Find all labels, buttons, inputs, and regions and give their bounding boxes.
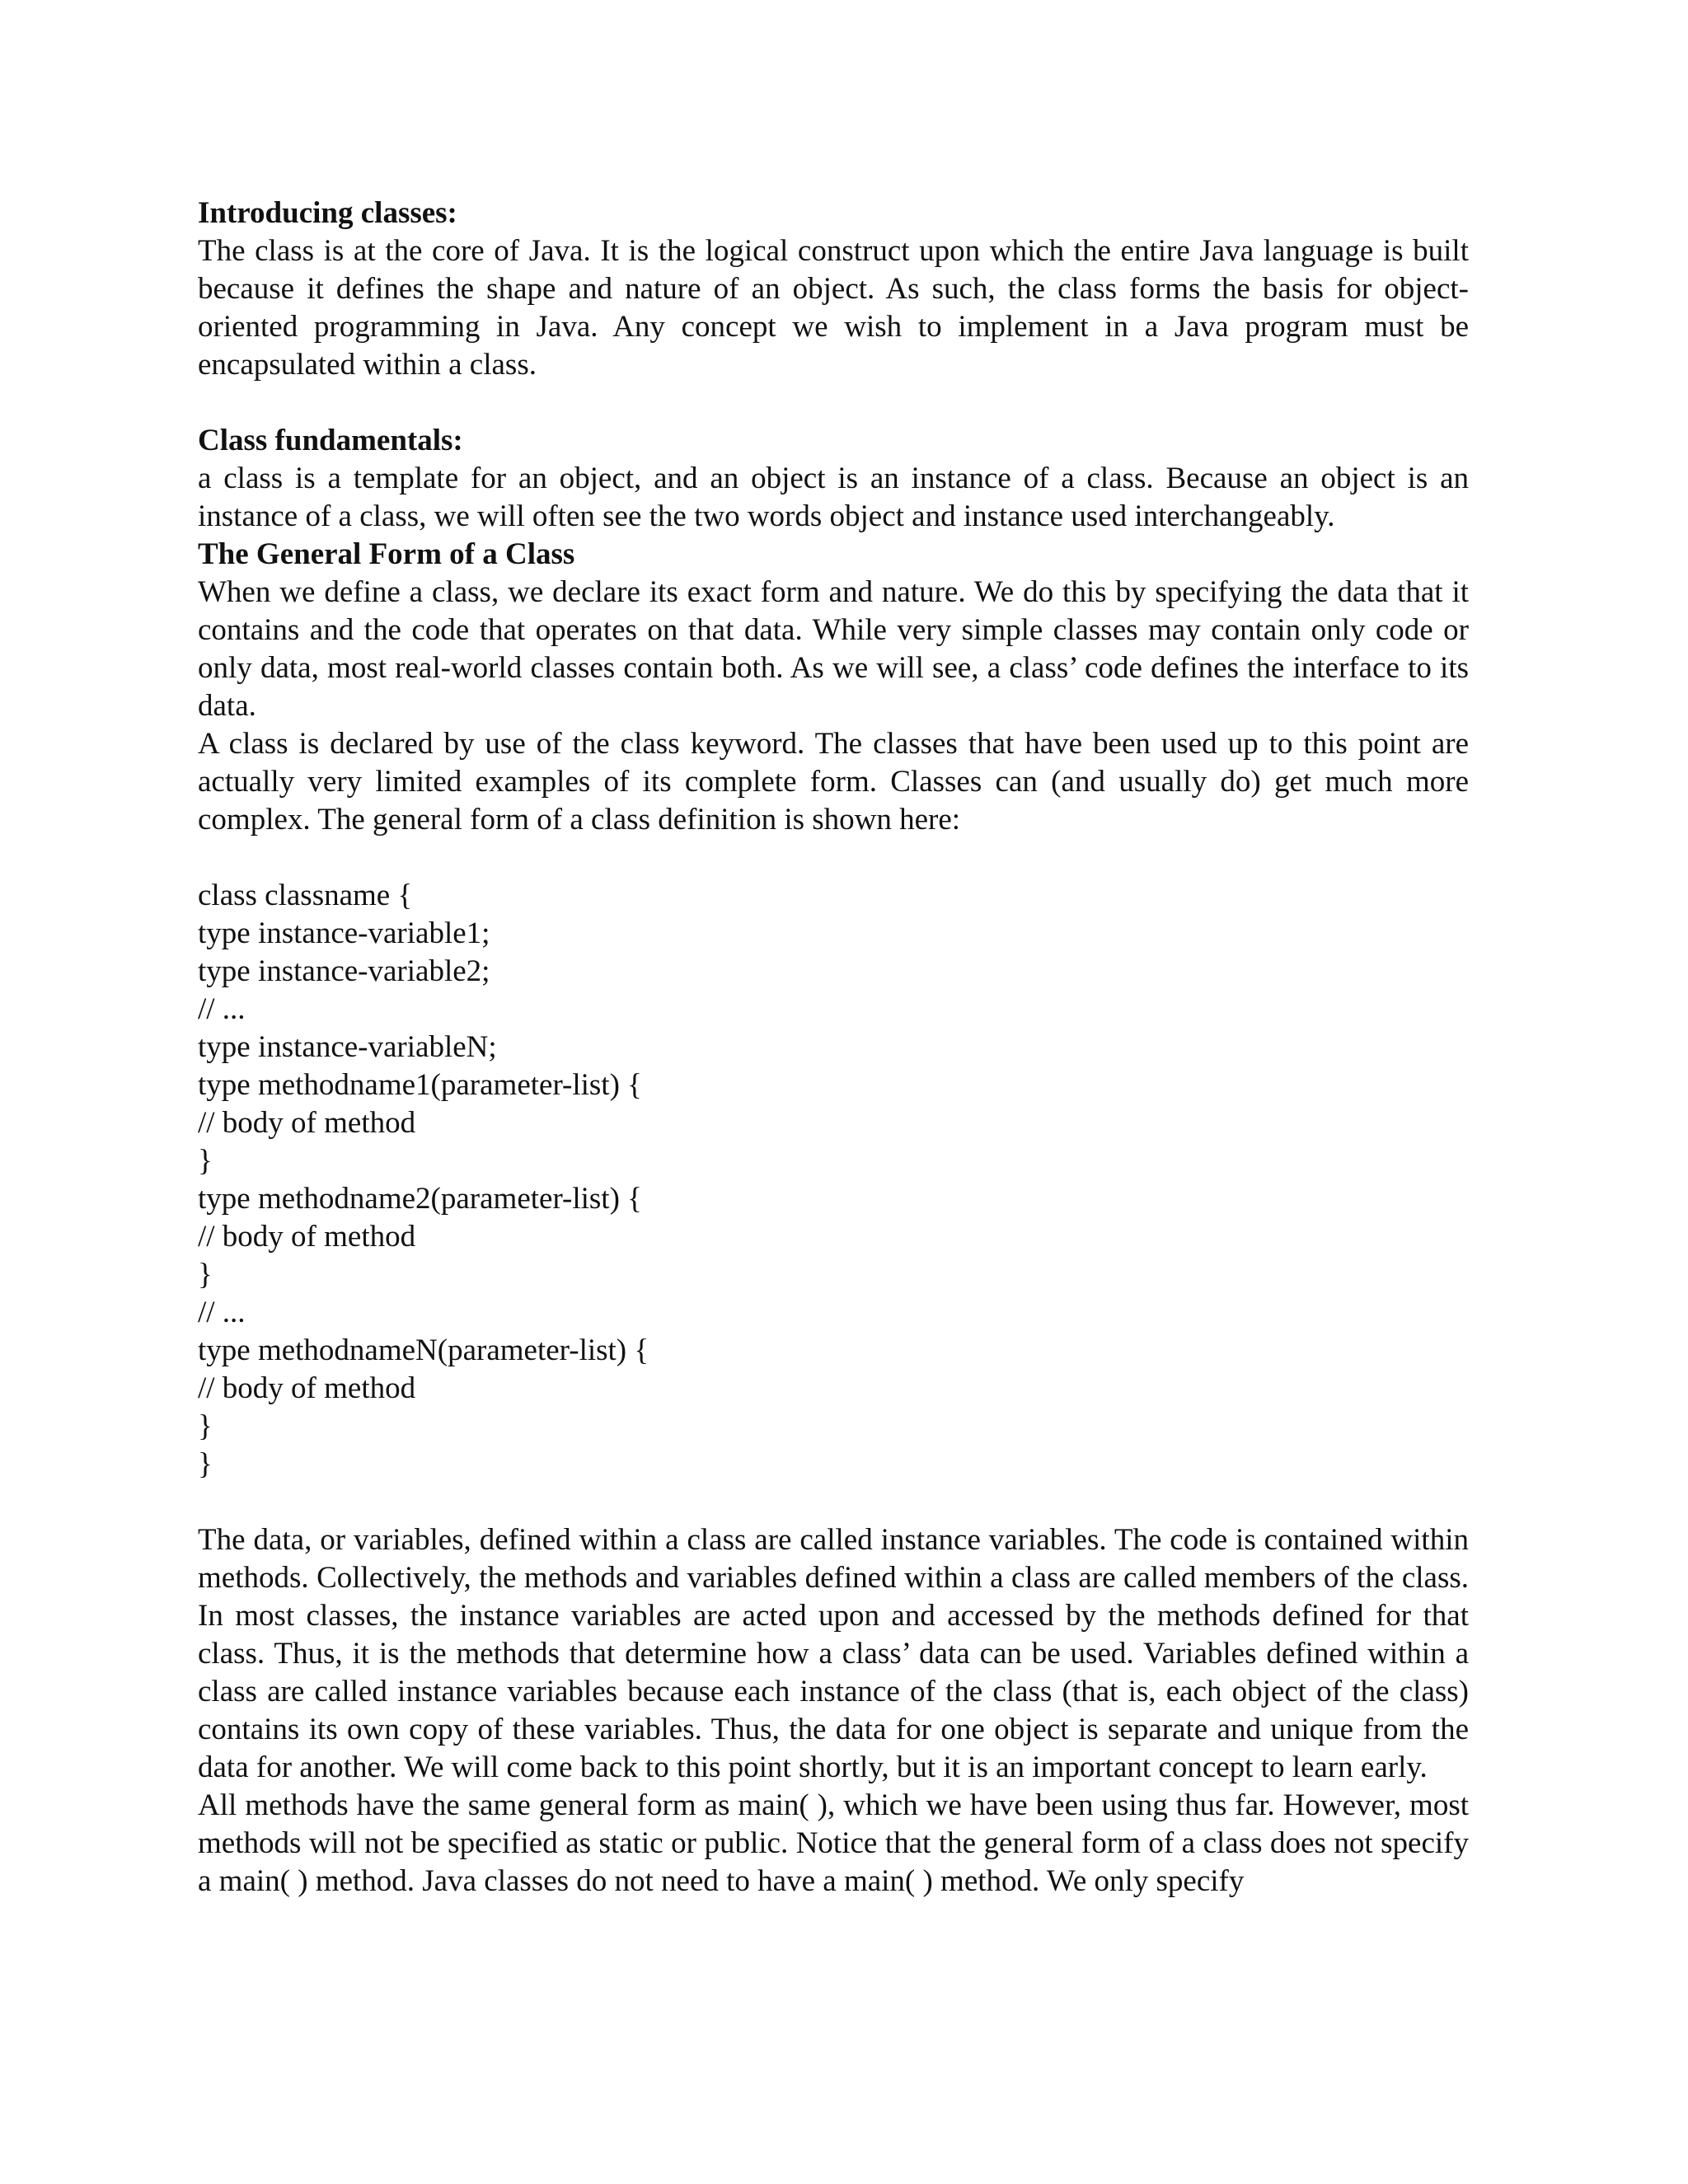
code-line: // body of method bbox=[198, 1371, 416, 1405]
spacer bbox=[198, 1483, 1469, 1521]
code-line: } bbox=[198, 1258, 213, 1291]
code-line: } bbox=[198, 1447, 213, 1481]
code-line: // ... bbox=[198, 1296, 246, 1329]
spacer bbox=[198, 839, 1469, 877]
code-line: type methodname1(parameter-list) { bbox=[198, 1068, 642, 1102]
fundamentals-heading: Class fundamentals: bbox=[198, 424, 463, 457]
general-form-heading: The General Form of a Class bbox=[198, 537, 575, 571]
code-line: } bbox=[198, 1409, 213, 1443]
code-line: // ... bbox=[198, 992, 246, 1026]
methods-paragraph: All methods have the same general form as main( ), which we have been using thus far. However, most methods will not be specified as static or public. Notice that the general form of a class does not specify a main( ) method. Java classes do not need to have a main( ) method. We only specify bbox=[198, 1788, 1469, 1898]
general-form-paragraph-1: When we define a class, we declare its exact form and nature. We do this by specifying the data that it contains and the code that operates on that data. While very simple classes may contain only code or only data, most real-world classes contain both. As we will see, a class’ code defines the interface to its data. bbox=[198, 575, 1469, 723]
code-line: type instance-variable2; bbox=[198, 954, 490, 988]
code-line: class classname { bbox=[198, 879, 413, 912]
code-line: // body of method bbox=[198, 1106, 416, 1140]
code-line: type instance-variable1; bbox=[198, 916, 490, 950]
code-line: } bbox=[198, 1144, 213, 1178]
intro-heading: Introducing classes: bbox=[198, 196, 457, 230]
code-line: type methodnameN(parameter-list) { bbox=[198, 1333, 649, 1367]
code-line: type instance-variableN; bbox=[198, 1030, 497, 1064]
intro-paragraph: The class is at the core of Java. It is the logical construct upon which the entire Java language is built because it defines the shape and nature of an object. As such, the class forms the basis for object-oriented programming in Java. Any concept we wish to implement in a Java program must be encapsulated within a class. bbox=[198, 234, 1469, 382]
members-paragraph: The data, or variables, defined within a class are called instance variables. The code is contained within methods. Collectively, the methods and variables defined within a class are called members of the class. In most classes, the instance variables are acted upon and accessed by the methods defined for that class. Thus, it is the methods that determine how a class’ data can be used. Variables defined within a class are called instance variables because each instance of the class (that is, each object of the class) contains its own copy of these variables. Thus, the data for one object is separate and unique from the data for another. We will come back to this point shortly, but it is an important concept to learn early. bbox=[198, 1523, 1469, 1784]
code-line: // body of method bbox=[198, 1220, 416, 1254]
code-line: type methodname2(parameter-list) { bbox=[198, 1182, 642, 1216]
spacer bbox=[198, 384, 1469, 422]
document-page bbox=[198, 194, 1469, 1900]
fundamentals-paragraph: a class is a template for an object, and an object is an instance of a class. Because an object is an instance of a class, we will often see the two words object and instance used interchangeably. bbox=[198, 462, 1469, 533]
general-form-paragraph-2: A class is declared by use of the class keyword. The classes that have been used up to this point are actually very limited examples of its complete form. Classes can (and usually do) get much more complex. The general form of a class definition is shown here: bbox=[198, 727, 1469, 837]
code-block bbox=[198, 877, 1469, 1483]
